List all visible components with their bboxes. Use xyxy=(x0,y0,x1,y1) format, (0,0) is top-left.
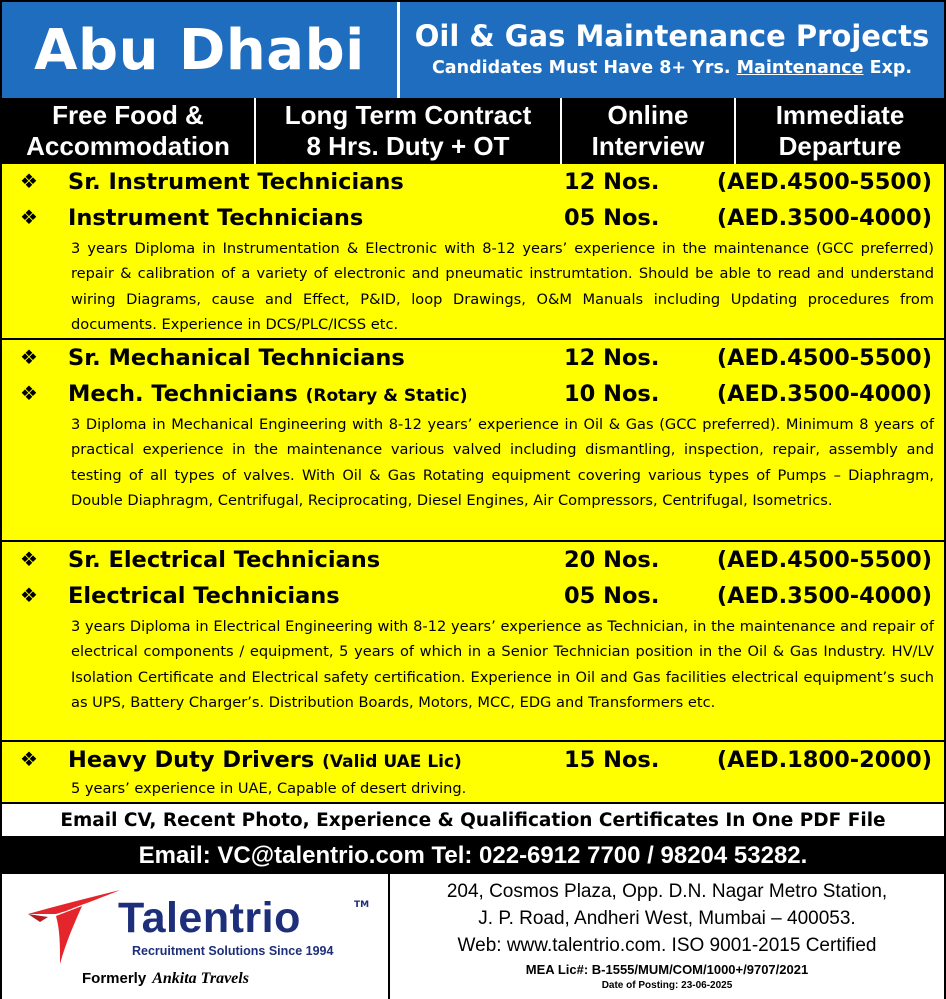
job-count: 12 Nos. xyxy=(564,169,660,195)
license-number: MEA Lic#: B-1555/MUM/COM/1000+/9707/2021 xyxy=(525,962,809,977)
section-drivers xyxy=(2,742,944,804)
job-salary: (AED.3500-4000) xyxy=(716,583,932,609)
section-instrument xyxy=(2,164,944,340)
job-description: 3 years Diploma in Instrumentation & Electronic with 8-12 years’ experience in the maintenance (GCC preferred) repair & calibration of a variety of electronic and pneumatic instrumtation. Should be able to read and understand wiring Diagrams, cause and Effect, P&ID, loop Drawings, O&M Manuals including Updating procedures from documents. Experience in DCS/PLC/ICSS etc. xyxy=(71,240,934,334)
location-banner xyxy=(2,2,400,98)
trademark-mark: TM xyxy=(354,900,370,910)
job-salary: (AED.1800-2000) xyxy=(716,747,932,773)
job-description: 5 years’ experience in UAE, Capable of desert driving. xyxy=(71,780,467,797)
benefit-departure: Immediate Departure xyxy=(775,100,905,161)
benefits-bar xyxy=(2,98,944,164)
company-logo xyxy=(2,874,390,999)
job-count: 05 Nos. xyxy=(564,583,660,609)
job-count: 12 Nos. xyxy=(564,345,660,371)
job-row xyxy=(2,578,944,614)
job-row xyxy=(2,542,944,578)
job-count: 05 Nos. xyxy=(564,205,660,231)
company-name: Talentrio xyxy=(118,894,301,942)
company-tagline: Recruitment Solutions Since 1994 xyxy=(132,944,334,958)
job-title: Sr. Electrical Technicians xyxy=(68,547,381,573)
diamond-bullet-icon: ❖ xyxy=(20,205,38,229)
job-row xyxy=(2,376,944,412)
project-banner xyxy=(400,2,944,98)
section-electrical xyxy=(2,542,944,742)
talentrio-swoosh-icon xyxy=(26,884,122,968)
address-line: J. P. Road, Andheri West, Mumbai – 400053. xyxy=(478,908,856,929)
former-name: Ankita Travels xyxy=(152,970,249,987)
job-row xyxy=(2,340,944,376)
job-title: Electrical Technicians xyxy=(68,583,340,609)
job-note: (Rotary & Static) xyxy=(305,386,468,406)
job-title: Heavy Duty Drivers (Valid UAE Lic) xyxy=(68,747,462,773)
job-description: 3 Diploma in Mechanical Engineering with 8-12 years’ experience in Oil & Gas (GCC preferred). Minimum 8 years of practical experience in the maintenance various valved including dismantling, inspection, repair, assembly and testing of all types of valves. With Oil & Gas Rotating equipment covering various types of Pumps – Diaphragm, Double Diaphragm, Centrifugal, Reciprocating, Diesel Engines, Air Compressors, Centrifugal, Isometrics. xyxy=(71,416,934,510)
job-count: 10 Nos. xyxy=(564,381,660,407)
job-row xyxy=(2,164,944,200)
address-line: 204, Cosmos Plaza, Opp. D.N. Nagar Metro Station, xyxy=(446,881,888,902)
company-address xyxy=(390,874,944,999)
benefit-interview: Online Interview xyxy=(562,98,736,164)
diamond-bullet-icon: ❖ xyxy=(20,583,38,607)
diamond-bullet-icon: ❖ xyxy=(20,547,38,571)
location-title: Abu Dhabi xyxy=(34,17,365,83)
apply-instructions: Email CV, Recent Photo, Experience & Qualification Certificates In One PDF File xyxy=(2,804,944,838)
job-row xyxy=(2,742,944,778)
formerly-line: Formerly Ankita Travels xyxy=(82,970,249,987)
job-title: Instrument Technicians xyxy=(68,205,364,231)
benefit-contract: Long Term Contract 8 Hrs. Duty + OT xyxy=(256,98,562,164)
job-description: 3 years Diploma in Electrical Engineering with 8-12 years’ experience as Technician, in the maintenance and repair of electrical components / equipment, 5 years of which in a Senior Technician position in the Oil & Gas Industry. HV/LV Isolation Certificate and Electrical safety certification. Experience in Oil and Gas facilities electrical equipment’s such as UPS, Battery Charger’s. Distribution Boards, Motors, MCC, EDG and Transformers etc. xyxy=(71,618,934,712)
diamond-bullet-icon: ❖ xyxy=(20,169,38,193)
job-title: Sr. Instrument Technicians xyxy=(68,169,404,195)
diamond-bullet-icon: ❖ xyxy=(20,747,38,771)
benefit-food: Free Food & Accommodation xyxy=(2,98,256,164)
diamond-bullet-icon: ❖ xyxy=(20,381,38,405)
company-footer xyxy=(2,874,944,999)
job-salary: (AED.3500-4000) xyxy=(716,205,932,231)
experience-requirement: Candidates Must Have 8+ Yrs. Maintenance Exp. xyxy=(431,58,913,78)
diamond-bullet-icon: ❖ xyxy=(20,345,38,369)
job-salary: (AED.4500-5500) xyxy=(716,547,932,573)
job-salary: (AED.4500-5500) xyxy=(716,345,932,371)
contact-bar: Email: VC@talentrio.com Tel: 022-6912 7700 / 98204 53282. xyxy=(2,838,944,874)
job-note: (Valid UAE Lic) xyxy=(322,752,462,772)
project-title: Oil & Gas Maintenance Projects xyxy=(414,19,930,53)
job-count: 20 Nos. xyxy=(564,547,660,573)
job-count: 15 Nos. xyxy=(564,747,660,773)
job-row xyxy=(2,200,944,236)
posting-date: Date of Posting: 23-06-2025 xyxy=(601,980,733,991)
section-mechanical xyxy=(2,340,944,542)
job-title: Sr. Mechanical Technicians xyxy=(68,345,405,371)
job-salary: (AED.4500-5500) xyxy=(716,169,932,195)
website-line: Web: www.talentrio.com. ISO 9001-2015 Certified xyxy=(457,935,877,956)
job-title: Mech. Technicians (Rotary & Static) xyxy=(68,381,468,407)
header xyxy=(2,2,944,98)
job-salary: (AED.3500-4000) xyxy=(716,381,932,407)
